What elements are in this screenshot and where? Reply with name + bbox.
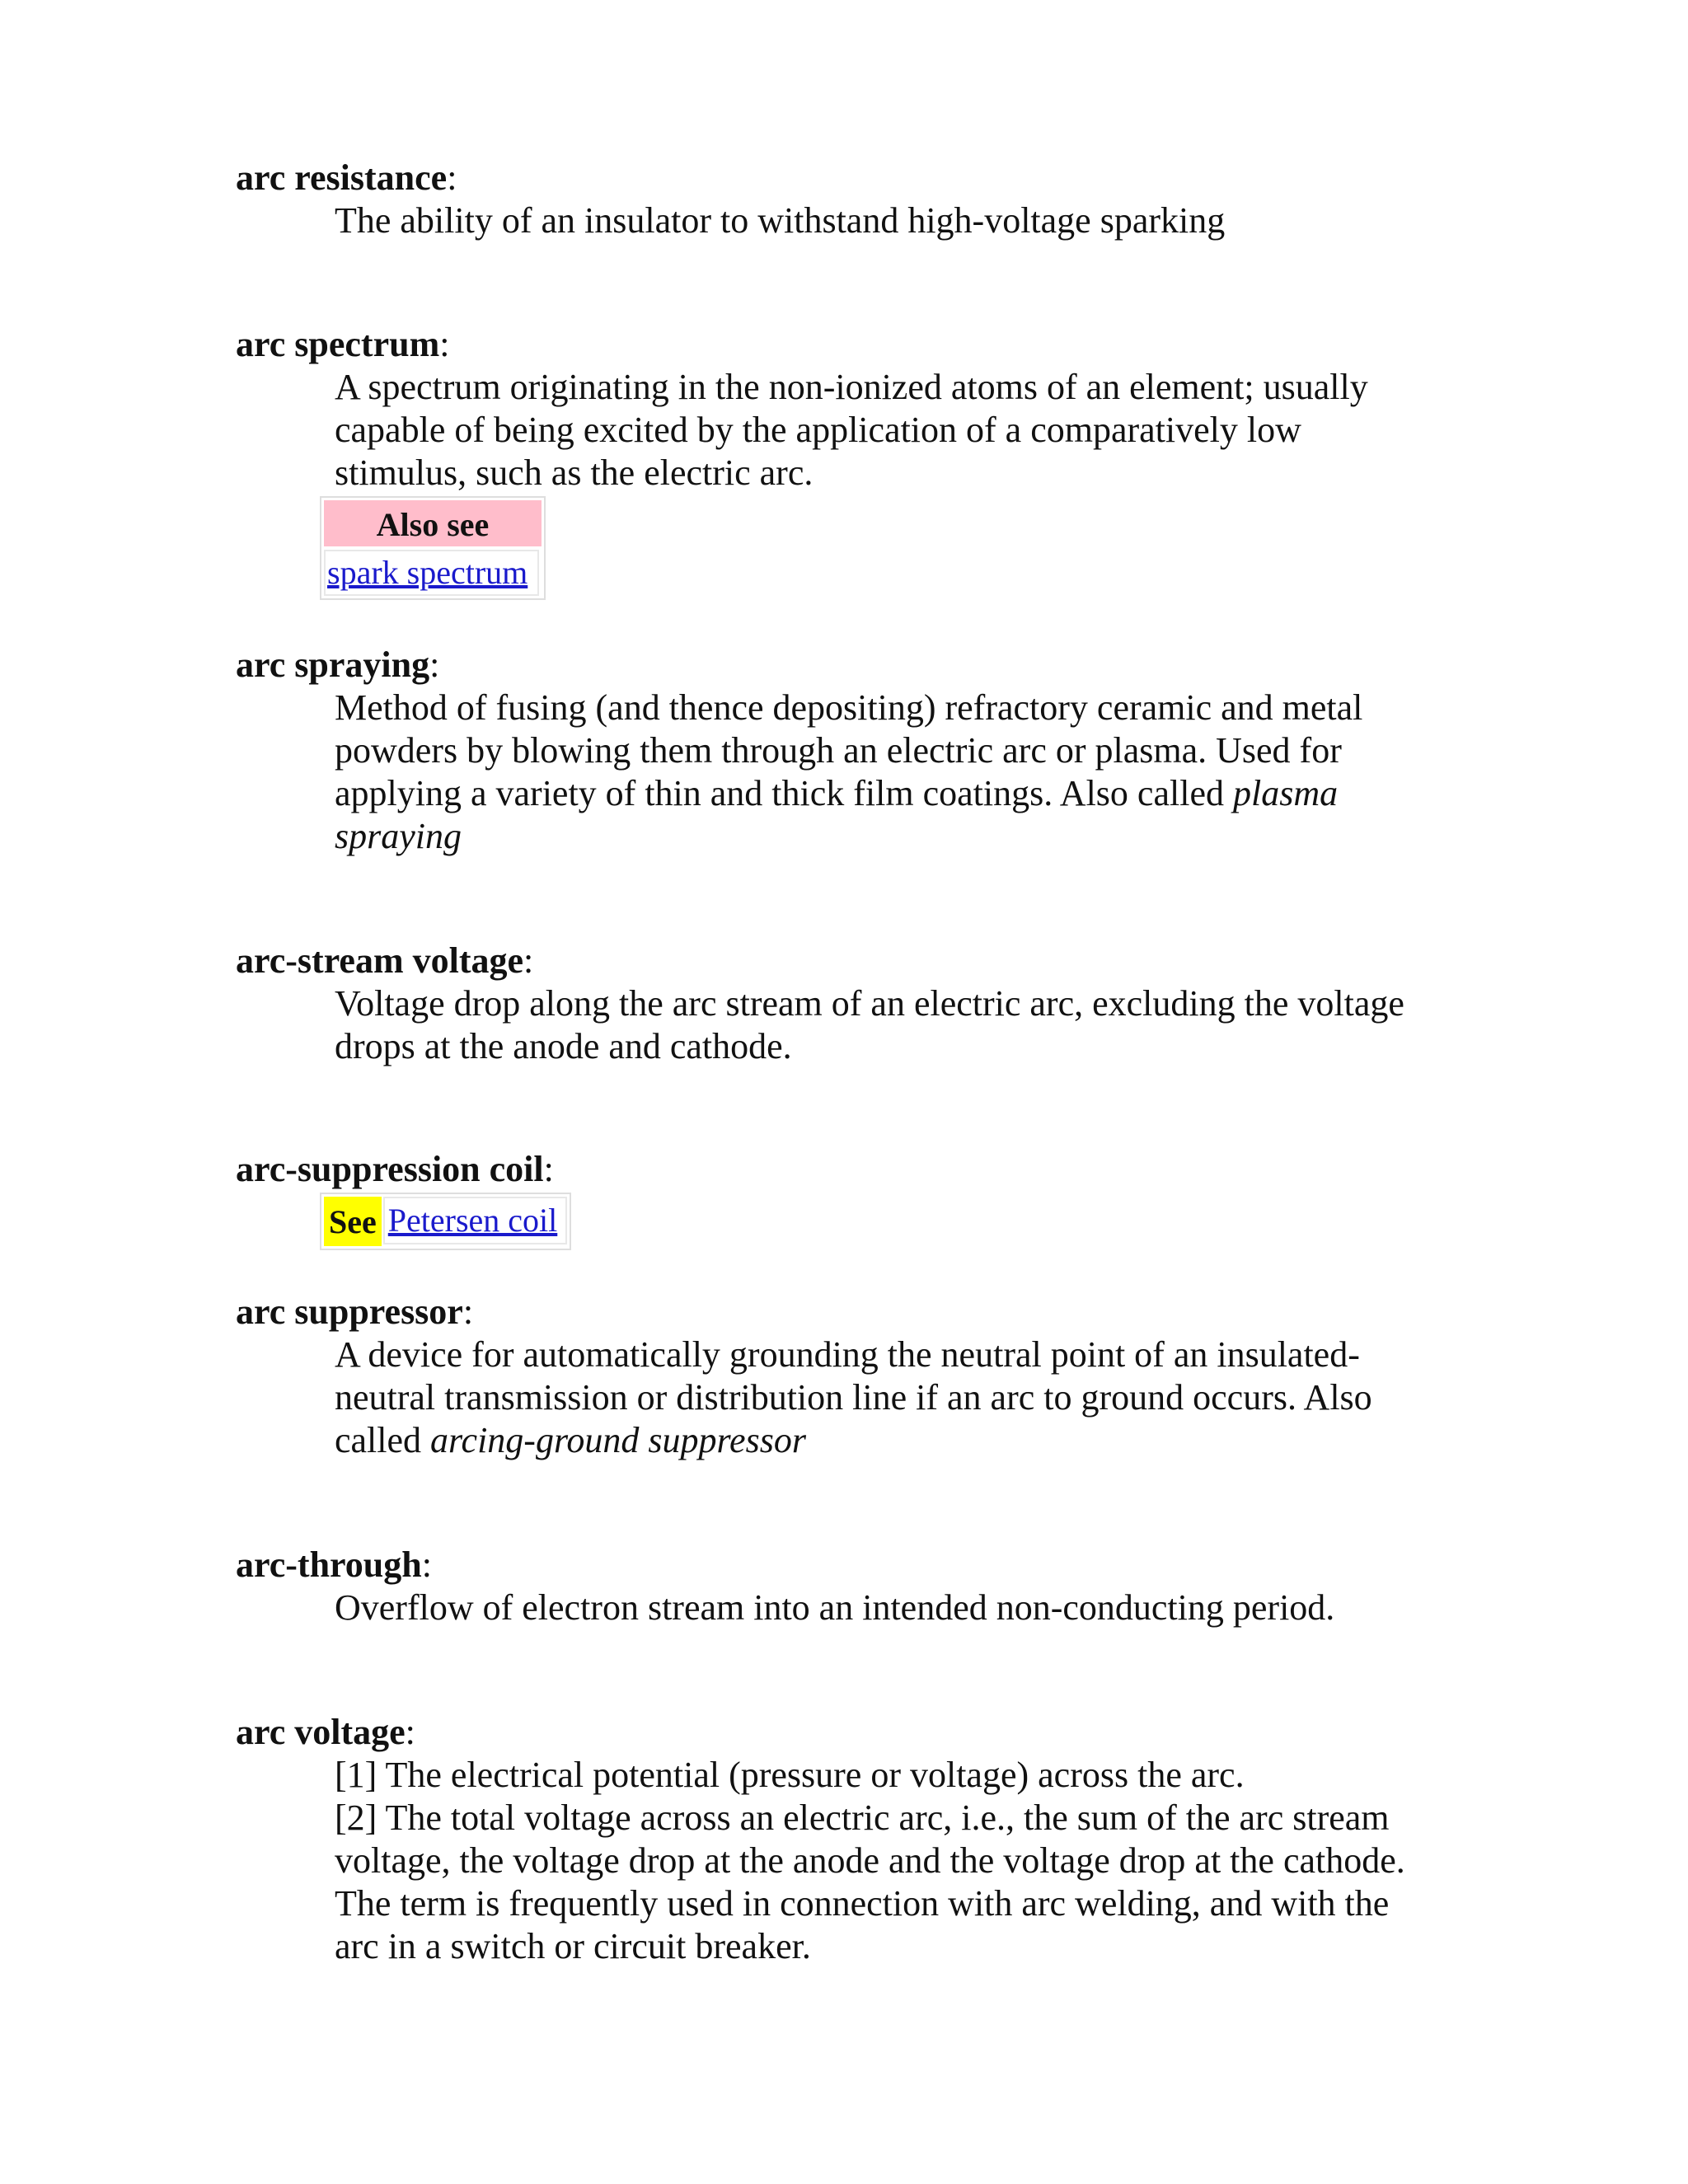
- entry-arc-through: [236, 1544, 1472, 1629]
- definition-main: A device for automatically grounding the neutral point of an insulated-neutral transmission or distribution line if an arc to ground occurs. Also called: [335, 1334, 1372, 1460]
- term: arc-suppression coil: [236, 1149, 544, 1189]
- term-line: arc-through:: [236, 1544, 432, 1585]
- term: arc-through: [236, 1544, 422, 1585]
- entry-arc-resistance: [236, 157, 1472, 242]
- entry-arc-voltage: [236, 1711, 1472, 1968]
- see-link-petersen-coil[interactable]: Petersen coil: [387, 1202, 558, 1239]
- term-line: arc spectrum:: [236, 324, 450, 364]
- entry-arc-stream-voltage: [236, 940, 1472, 1068]
- definition-text: Voltage drop along the arc stream of an electric arc, excluding the voltage drops at the anode and cathode.: [335, 983, 1404, 1066]
- definition: [335, 982, 1439, 1068]
- term-line: arc resistance:: [236, 157, 457, 198]
- definition-italic: plasma spraying: [335, 773, 1339, 856]
- see-label: See: [324, 1197, 382, 1246]
- term-line: arc-suppression coil:: [236, 1149, 554, 1189]
- term: arc-stream voltage: [236, 940, 524, 981]
- term: arc resistance: [236, 157, 448, 198]
- term: arc voltage: [236, 1712, 406, 1752]
- also-see-table: [320, 496, 546, 600]
- term-line: arc-stream voltage:: [236, 940, 534, 981]
- definition: [335, 1754, 1439, 1968]
- definition: [335, 1586, 1439, 1629]
- definition-text: A spectrum originating in the non-ionized atoms of an element; usually capable of being excited by the application of a comparatively low stimulus, such as the electric arc.: [335, 367, 1368, 493]
- definition-text: Overflow of electron stream into an intended non-conducting period.: [335, 1587, 1335, 1628]
- definition-italic: arcing-ground suppressor: [430, 1420, 806, 1460]
- entry-arc-spectrum: [236, 323, 1472, 600]
- term: arc suppressor: [236, 1291, 463, 1332]
- term-line: arc spraying:: [236, 644, 440, 685]
- also-see-cell: [324, 550, 539, 596]
- definition-main: Method of fusing (and thence depositing) refractory ceramic and metal powders by blowing them through an electric arc or plasma. Used for applying a variety of thin and thick film coatings. Also called: [335, 687, 1363, 813]
- definition-item-2: [2] The total voltage across an electric arc, i.e., the sum of the arc stream voltage, the voltage drop at the anode and the voltage drop at the cathode. The term is frequently used in connection with arc welding, and with the arc in a switch or circuit breaker.: [335, 1797, 1405, 1966]
- definition: [335, 366, 1439, 494]
- term-line: arc suppressor:: [236, 1291, 474, 1332]
- definition: [335, 687, 1439, 858]
- term: arc spectrum: [236, 324, 440, 364]
- term: arc spraying: [236, 644, 430, 685]
- definition-item-1: [1] The electrical potential (pressure or voltage) across the arc.: [335, 1755, 1245, 1795]
- definition: [335, 199, 1439, 242]
- definition-text: [335, 687, 1439, 858]
- also-see-header: Also see: [324, 500, 542, 546]
- also-see-link-spark-spectrum[interactable]: spark spectrum: [327, 554, 528, 591]
- definition-text: The ability of an insulator to withstand high-voltage sparking: [335, 200, 1226, 241]
- definition-text: [335, 1333, 1439, 1462]
- entry-arc-spraying: [236, 644, 1472, 858]
- entry-arc-suppressor: [236, 1291, 1472, 1462]
- term-line: arc voltage:: [236, 1712, 415, 1752]
- see-reference: [320, 1193, 571, 1250]
- see-link-cell: [383, 1197, 568, 1244]
- entry-arc-suppression-coil: [236, 1148, 1472, 1250]
- definition: [335, 1333, 1439, 1462]
